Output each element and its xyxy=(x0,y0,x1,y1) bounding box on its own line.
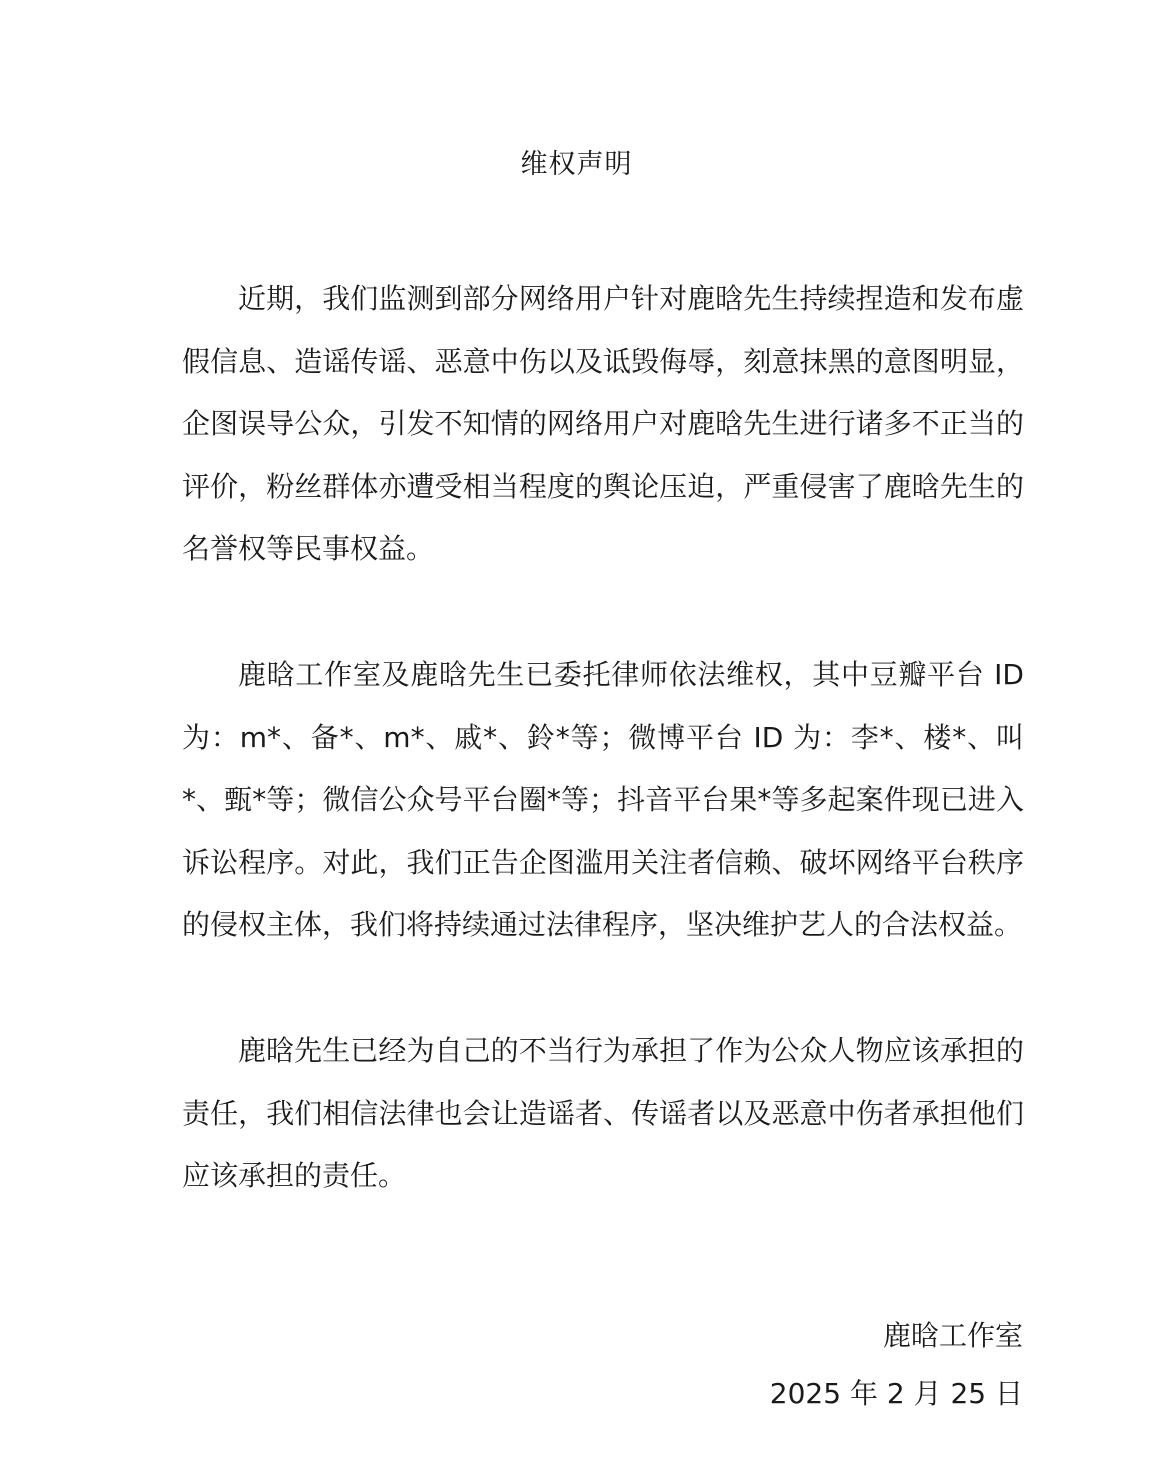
paragraph-3: 鹿晗先生已经为自己的不当行为承担了作为公众人物应该承担的责任，我们相信法律也会让造谣者、传谣者以及恶意中伤者承担他们应该承担的责任。 xyxy=(182,1034,1024,1192)
signature-date: 2025 年 2 月 25 日 xyxy=(769,1377,1023,1410)
page-title: 维权声明 xyxy=(520,149,633,180)
signature-organization: 鹿晗工作室 xyxy=(882,1319,1023,1352)
paragraph-2: 鹿晗工作室及鹿晗先生已委托律师依法维权，其中豆瓣平台 ID 为：m*、备*、m*、戚*、鈴*等；微博平台 ID 为：李*、楼*、叫*、甄*等；微信公众号平台圈*等；抖音平台果*等多起案件现已进入诉讼程序。对此，我们正告企图滥用关注者信赖、破坏网络平台秩序的侵权主体，我们将持续通过法律程序，坚决维护艺人的合法权益。 xyxy=(182,658,1024,941)
paragraph-1: 近期，我们监测到部分网络用户针对鹿晗先生持续捏造和发布虚假信息、造谣传谣、恶意中伤以及诋毁侮辱，刻意抹黑的意图明显，企图误导公众，引发不知情的网络用户对鹿晗先生进行诸多不正当的评价，粉丝群体亦遭受相当程度的舆论压迫，严重侵害了鹿晗先生的名誉权等民事权益。 xyxy=(182,282,1024,565)
